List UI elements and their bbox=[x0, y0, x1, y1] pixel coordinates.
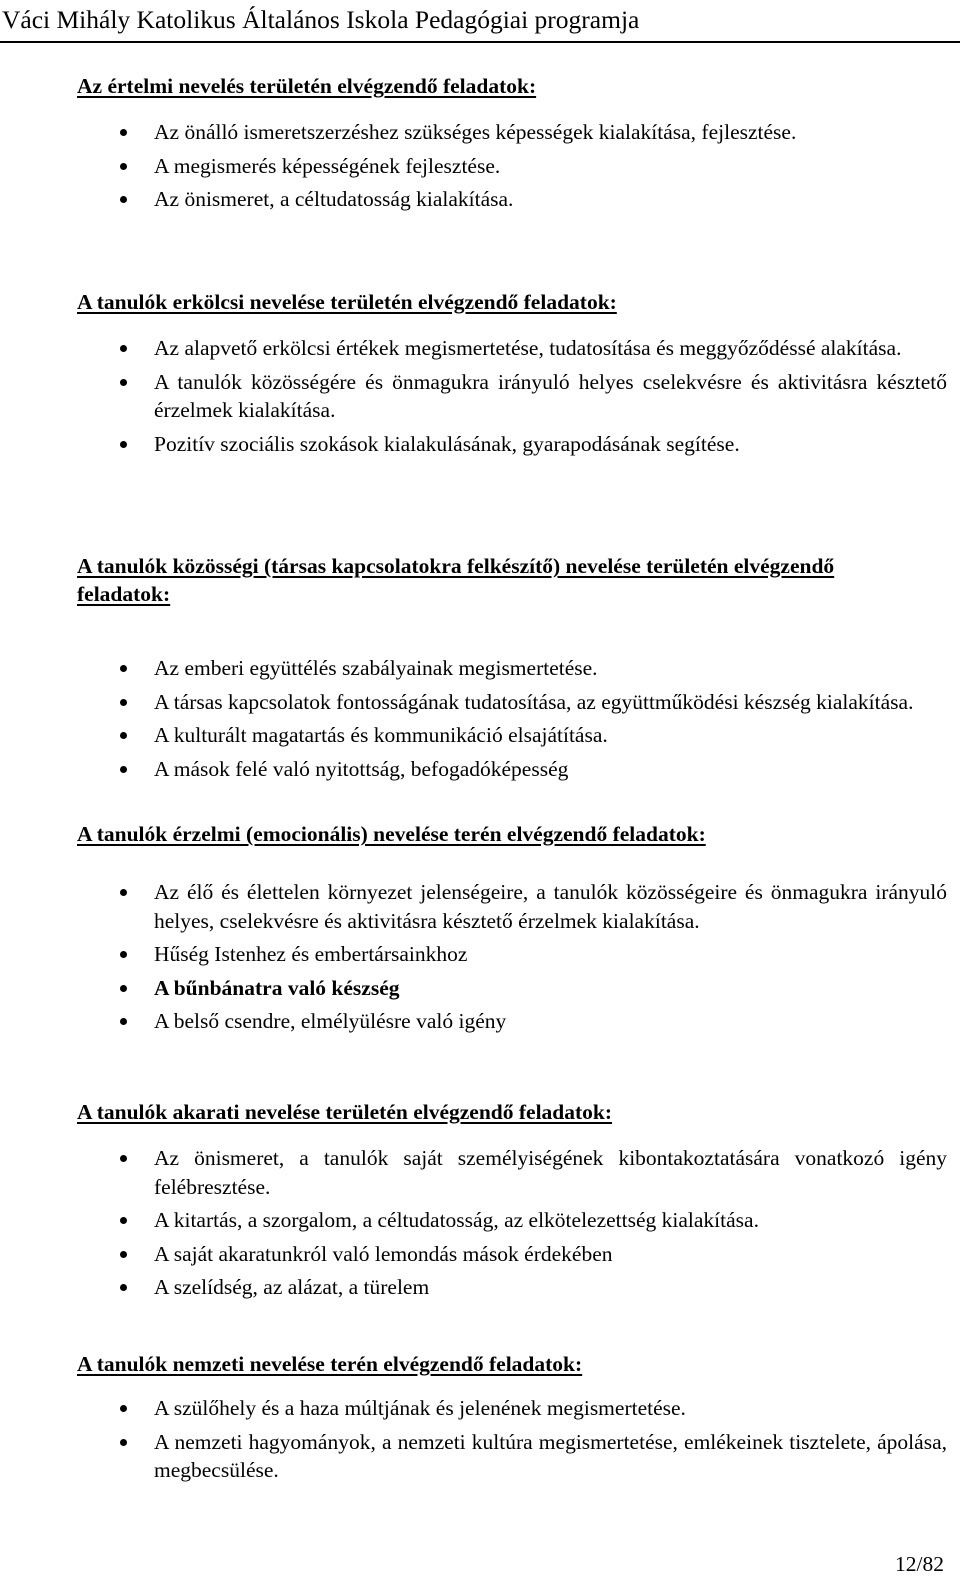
list-item bbox=[77, 688, 947, 717]
bullet-dot-icon bbox=[120, 1251, 127, 1258]
bullet-dot-icon bbox=[120, 766, 127, 773]
bullet-dot-icon bbox=[120, 732, 127, 739]
list-item-text: A mások felé való nyitottság, befogadóképesség bbox=[154, 756, 569, 781]
list-item bbox=[77, 878, 947, 935]
bullet-dot-icon bbox=[120, 345, 127, 352]
section-1 bbox=[77, 72, 947, 214]
header-divider bbox=[0, 41, 960, 43]
list-item-text: A szülőhely és a haza múltjának és jelenének megismertetése. bbox=[154, 1396, 686, 1420]
list-item bbox=[77, 368, 947, 425]
page-number: 12/82 bbox=[895, 1552, 944, 1576]
bullet-dot-icon bbox=[120, 1155, 127, 1162]
list-item-text: A megismerés képességének fejlesztése. bbox=[154, 153, 501, 178]
list-item bbox=[77, 152, 947, 181]
list-item bbox=[77, 721, 947, 750]
list-item-text: A nemzeti hagyományok, a nemzeti kultúra megismertetése, emlékeinek tisztelete, ápolása, megbecsülése. bbox=[154, 1429, 947, 1482]
list-item bbox=[77, 1240, 947, 1269]
bullet-dot-icon bbox=[120, 665, 127, 672]
list-item-text: A tanulók közösségére és önmagukra irányuló helyes cselekvésre és aktivitásra késztető érzelmek kialakítása. bbox=[154, 369, 947, 422]
section-heading: A tanulók erkölcsi nevelése területén elvégzendő feladatok: bbox=[77, 290, 617, 314]
list-item-text: A kulturált magatartás és kommunikáció elsajátítása. bbox=[154, 723, 608, 747]
list-item-text: Az önismeret, a tanulók saját személyiségének kibontakoztatására vonatkozó igény felébresztése. bbox=[154, 1146, 947, 1199]
bullet-list bbox=[77, 1394, 947, 1485]
bullet-dot-icon bbox=[120, 699, 127, 706]
list-item bbox=[77, 755, 947, 784]
list-item bbox=[77, 1394, 947, 1423]
bullet-dot-icon bbox=[120, 1217, 127, 1224]
list-item bbox=[77, 940, 947, 969]
list-item bbox=[77, 1428, 947, 1485]
section-heading: Az értelmi nevelés területén elvégzendő feladatok: bbox=[77, 74, 537, 98]
list-item bbox=[77, 974, 947, 1003]
list-item bbox=[77, 185, 947, 214]
list-item-text: A társas kapcsolatok fontosságának tudatosítása, az együttműködési készség kialakítása. bbox=[154, 689, 914, 714]
bullet-dot-icon bbox=[120, 196, 127, 203]
list-item-text: Az önálló ismeretszerzéshez szükséges képességek kialakítása, fejlesztése. bbox=[154, 120, 797, 144]
list-item-text: A belső csendre, elmélyülésre való igény bbox=[154, 1009, 507, 1033]
bullet-list bbox=[77, 878, 947, 1036]
bullet-dot-icon bbox=[120, 1018, 127, 1025]
bullet-dot-icon bbox=[120, 379, 127, 386]
list-item-text: Az alapvető erkölcsi értékek megismertetése, tudatosítása és meggyőződéssé alakítása. bbox=[154, 336, 902, 360]
list-item bbox=[77, 118, 947, 147]
page-header-title: Váci Mihály Katolikus Általános Iskola Pedagógiai programja bbox=[2, 5, 640, 34]
bullet-dot-icon bbox=[120, 985, 127, 992]
section-heading: A tanulók érzelmi (emocionális) nevelése terén elvégzendő feladatok: bbox=[77, 822, 706, 846]
section-heading: A tanulók nemzeti nevelése terén elvégzendő feladatok: bbox=[77, 1352, 583, 1376]
list-item bbox=[77, 1206, 947, 1235]
bullet-list bbox=[77, 654, 947, 783]
section-4 bbox=[77, 820, 947, 1036]
list-item-text: A kitartás, a szorgalom, a céltudatosság, az elkötelezettség kialakítása. bbox=[154, 1208, 759, 1232]
bullet-dot-icon bbox=[120, 129, 127, 136]
list-item-text: Hűség Istenhez és embertársainkhoz bbox=[154, 942, 468, 966]
list-item-text: Az élő és élettelen környezet jelenségeire, a tanulók közösségeire és önmagukra irányuló helyes, cselekvésre és aktivitásra késztető érzelmek kialakítása. bbox=[154, 880, 947, 933]
list-item bbox=[77, 430, 947, 459]
list-item-text: A bűnbánatra való készség bbox=[154, 975, 400, 1000]
list-item bbox=[77, 654, 947, 683]
section-2 bbox=[77, 288, 947, 458]
list-item bbox=[77, 334, 947, 363]
bullet-dot-icon bbox=[120, 951, 127, 958]
section-heading: A tanulók közösségi (társas kapcsolatokra felkészítő) nevelése területén elvégzendő feladatok: bbox=[77, 554, 835, 606]
list-item-text: A saját akaratunkról való lemondás mások érdekében bbox=[154, 1241, 613, 1266]
bullet-dot-icon bbox=[120, 1439, 127, 1446]
bullet-dot-icon bbox=[120, 441, 127, 448]
bullet-list bbox=[77, 118, 947, 214]
section-3 bbox=[77, 552, 947, 783]
bullet-dot-icon bbox=[120, 1284, 127, 1291]
bullet-list bbox=[77, 334, 947, 458]
bullet-dot-icon bbox=[120, 889, 127, 896]
bullet-list bbox=[77, 1144, 947, 1302]
list-item-text: Pozitív szociális szokások kialakulásának, gyarapodásának segítése. bbox=[154, 431, 740, 456]
section-heading: A tanulók akarati nevelése területén elvégzendő feladatok: bbox=[77, 1100, 613, 1124]
list-item bbox=[77, 1144, 947, 1201]
list-item-text: A szelídség, az alázat, a türelem bbox=[154, 1275, 430, 1299]
list-item-text: Az önismeret, a céltudatosság kialakítása. bbox=[154, 187, 514, 211]
bullet-dot-icon bbox=[120, 163, 127, 170]
section-6 bbox=[77, 1350, 947, 1485]
bullet-dot-icon bbox=[120, 1405, 127, 1412]
list-item bbox=[77, 1273, 947, 1302]
section-5 bbox=[77, 1098, 947, 1302]
list-item-text: Az emberi együttélés szabályainak megismertetése. bbox=[154, 656, 598, 680]
list-item bbox=[77, 1007, 947, 1036]
